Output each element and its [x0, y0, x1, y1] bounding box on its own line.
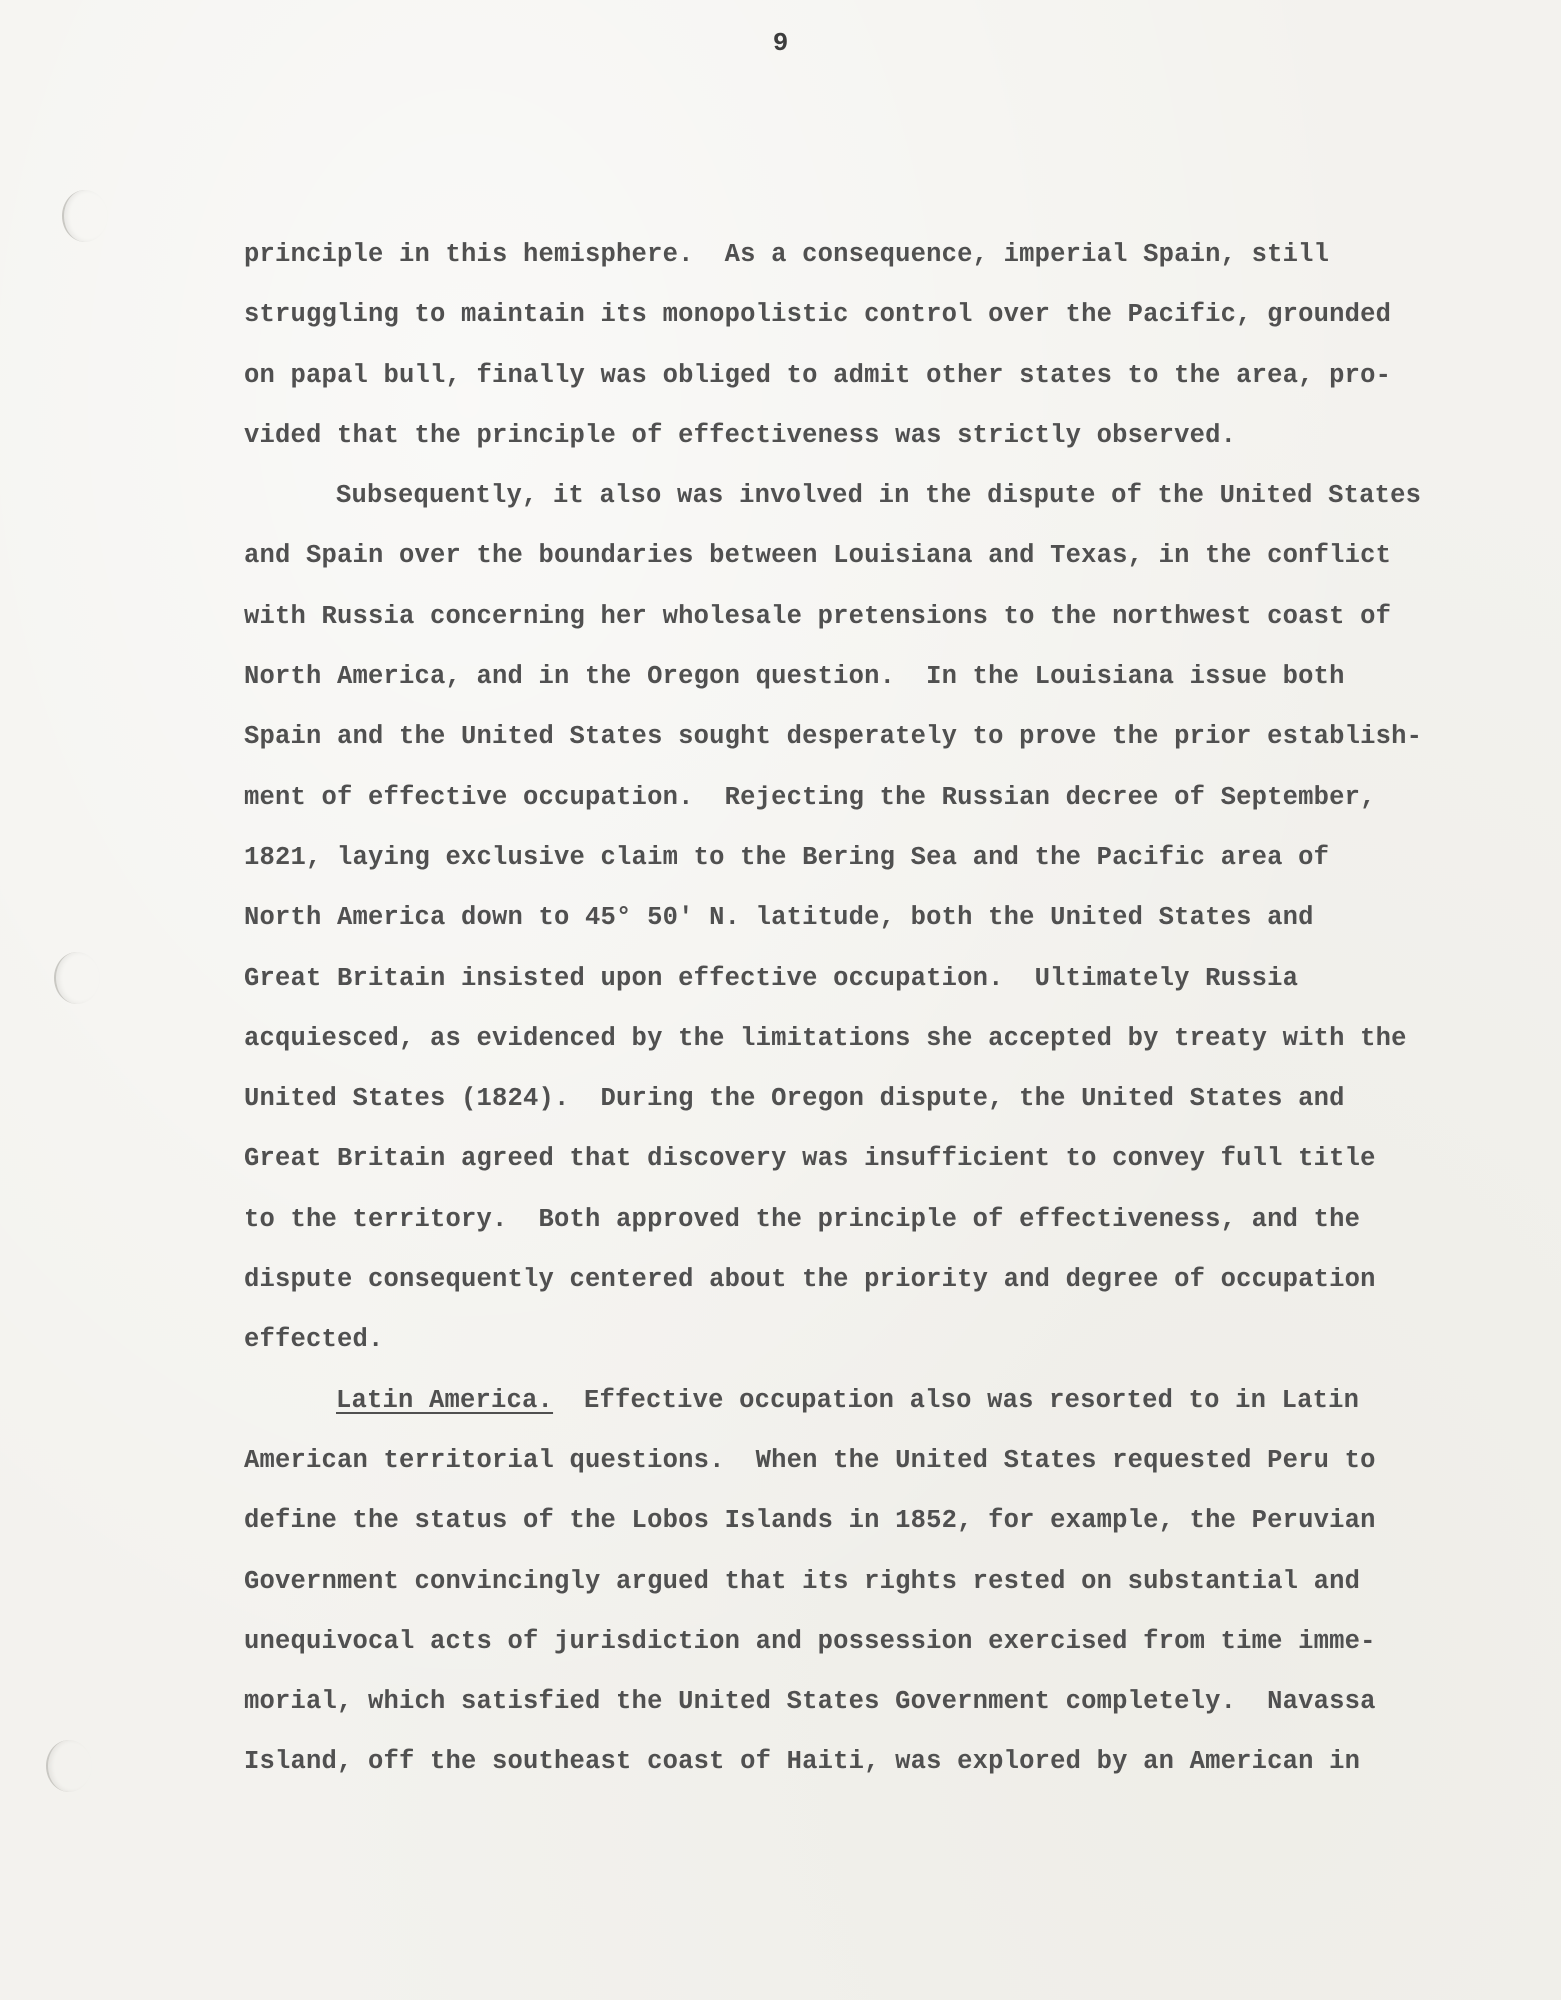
section-first-line-text: Effective occupation also was resorted to in Latin: [553, 1385, 1360, 1415]
text-line: effected.: [244, 1325, 384, 1355]
text-line: struggling to maintain its monopolistic control over the Pacific, grounded: [244, 300, 1392, 330]
text-line: United States (1824). During the Oregon dispute, the United States and: [244, 1084, 1345, 1114]
section-heading: Latin America.: [336, 1385, 554, 1415]
text-line: ment of effective occupation. Rejecting the Russian decree of September,: [244, 782, 1376, 812]
text-line: vided that the principle of effectiveness was strictly observed.: [244, 420, 1237, 450]
text-line: with Russia concerning her wholesale pretensions to the northwest coast of: [244, 601, 1392, 631]
text-line: and Spain over the boundaries between Louisiana and Texas, in the conflict: [244, 541, 1392, 571]
text-line: North America, and in the Oregon question. In the Louisiana issue both: [244, 662, 1345, 692]
text-line: Government convincingly argued that its rights rested on substantial and: [244, 1566, 1361, 1596]
punch-hole-top: [62, 190, 108, 242]
text-line: to the territory. Both approved the principle of effectiveness, and the: [244, 1204, 1361, 1234]
text-line: morial, which satisfied the United States Government completely. Navassa: [244, 1687, 1376, 1717]
text-line: on papal bull, finally was obliged to admit other states to the area, pro-: [244, 360, 1392, 390]
text-line: Great Britain insisted upon effective occupation. Ultimately Russia: [244, 963, 1299, 993]
text-line: principle in this hemisphere. As a consequence, imperial Spain, still: [244, 240, 1330, 269]
punch-hole-middle: [54, 952, 100, 1004]
text-line: unequivocal acts of jurisdiction and possession exercised from time imme-: [244, 1626, 1376, 1656]
section-first-line: [244, 1380, 1424, 1440]
text-line: 1821, laying exclusive claim to the Bering Sea and the Pacific area of: [244, 842, 1330, 872]
text-line: acquiesced, as evidenced by the limitations she accepted by treaty with the: [244, 1023, 1407, 1053]
punch-hole-bottom: [46, 1740, 92, 1792]
body-text: [244, 234, 1424, 1802]
text-line: Spain and the United States sought desperately to prove the prior establish-: [244, 722, 1423, 752]
text-line: Subsequently, it also was involved in the dispute of the United States: [336, 481, 1422, 511]
text-line: dispute consequently centered about the priority and degree of occupation: [244, 1265, 1376, 1295]
text-line: Great Britain agreed that discovery was insufficient to convey full title: [244, 1144, 1376, 1174]
text-line: Island, off the southeast coast of Haiti, was explored by an American in: [244, 1747, 1361, 1777]
text-line: North America down to 45° 50' N. latitude, both the United States and: [244, 903, 1314, 933]
text-line: define the status of the Lobos Islands in 1852, for example, the Peruvian: [244, 1506, 1376, 1536]
text-line: American territorial questions. When the United States requested Peru to: [244, 1445, 1376, 1475]
page-number: 9: [772, 28, 789, 58]
